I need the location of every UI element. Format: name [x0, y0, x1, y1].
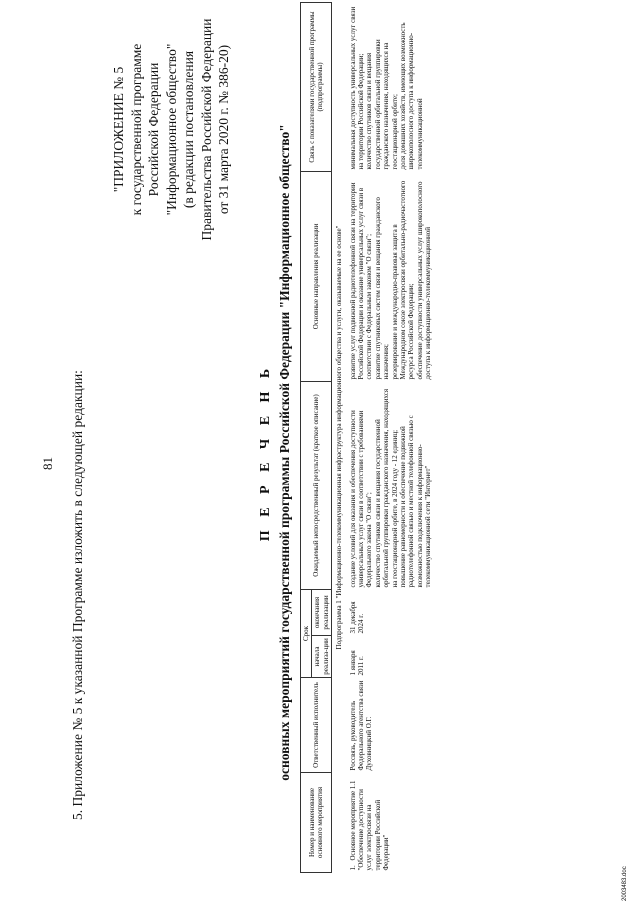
file-footer: 2003483.doc: [622, 866, 628, 901]
header-number-name: Номер и наименование основного мероприятия: [301, 773, 332, 873]
header-result: Ожидаемый непосредственный результат (краткое описание): [301, 381, 332, 589]
appendix-header: [110, 12, 233, 247]
instruction-text: 5. Приложение № 5 к указанной Программе изложить в следующей редакции:: [70, 370, 85, 820]
header-link: Связь с показателями государственной программы (подпрограммы): [301, 2, 332, 171]
subprogram-row: [332, 2, 348, 872]
list-title: П Е Р Е Ч Е Н Ь: [258, 363, 273, 542]
appendix-line: (в редакции постановления: [181, 50, 196, 209]
row-number: 1.: [348, 865, 357, 871]
cell-number-name: [348, 773, 434, 873]
cell-end: 31 декабря 2024 г.: [348, 601, 366, 634]
table-row: [348, 2, 434, 872]
page-number: 81: [40, 457, 55, 470]
appendix-line: к государственной программе: [128, 43, 144, 216]
header-directions: Основные направления реализации: [301, 171, 332, 381]
table-header-row: [301, 2, 312, 872]
row-name: Основное мероприятие 1.1 "Обеспечение доступности услуг электросвязи на территории Российской Федерации": [348, 780, 391, 871]
appendix-line: "Информационное общество": [163, 43, 179, 216]
subprogram-title: Подпрограмма 1 "Информационно-телекоммуникационная инфраструктура информационного общества и услуги, оказываемые на ее основе": [335, 225, 344, 650]
appendix-line: Правительства Российской Федерации: [198, 18, 214, 241]
header-term: Срок: [301, 589, 312, 677]
cell-start: 1 января 2011 г.: [348, 650, 366, 676]
cell-link: минимальная доступность универсальных услуг связи на территории Российской Федерации; количество спутников связи и вещания государственной орбитальной группировки гражданского назначения, находящихся на геостационарной орбите; доля домашних хозяйств, имеющих возможность широкополосного доступа к информационно-телекоммуникационной: [348, 6, 424, 170]
list-subtitle: основных мероприятий государственной программы Российской Федерации "Информационное общество": [277, 124, 292, 781]
cell-executor: Россвязь, руководитель Федерального агентства связи Духовницкий О.Г.: [348, 680, 374, 771]
cell-result: создание условий для оказания и обеспечения доступности универсальных услуг связи в соответствии с требованиями Федерального закона "О связи"; количество спутников связи и вещания государственной орбитальной группировки гражданского назначения, находящихся на геостационарной орбите, в 2024 году - 12 единиц; повышение равномерности и обеспечение подвижной радиотелефонной связью и местной телефонной связью с возможностью подключения к информационно-телекоммуникационной сети "Интернет": [348, 388, 433, 588]
measures-table: [300, 2, 434, 873]
cell-directions: развитие услуг подвижной радиотелефонной связи на территории Российской Федерации и оказание универсальных услуг связи в соответствии с Федеральным законом "О связи"; развитие спутниковых систем связи и вещания гражданского назначения; резервирование и международно-правовая защита в Международном союзе электросвязи орбитально-радиочастотного ресурса Российской Федерации; обеспечение доступности универсальных услуг широкополосного доступа к информационно-телекоммуникационной: [348, 180, 433, 380]
appendix-line: от 31 марта 2020 г. № 386-20): [216, 44, 231, 215]
header-end: окончания реализации: [312, 589, 332, 635]
header-start: начала реализа-ции: [312, 636, 332, 678]
header-executor: Ответственный исполнитель: [301, 678, 332, 773]
appendix-line: "ПРИЛОЖЕНИЕ № 5: [111, 66, 126, 193]
appendix-line: Российской Федерации: [146, 62, 161, 197]
